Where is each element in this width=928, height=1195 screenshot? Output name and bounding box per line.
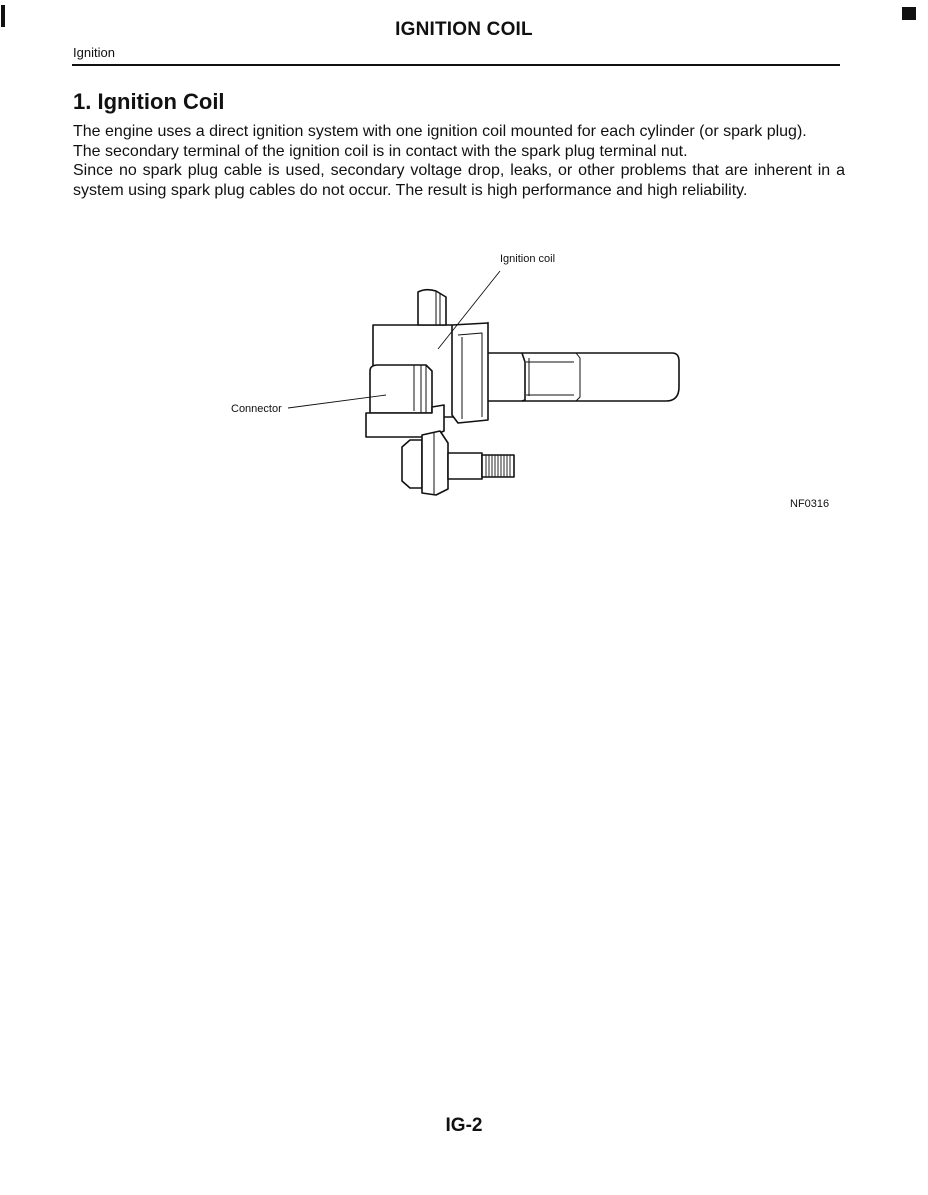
ignition-coil-drawing bbox=[366, 290, 679, 495]
ignition-coil-label: Ignition coil bbox=[500, 253, 556, 265]
body-text bbox=[73, 122, 845, 200]
header-rule bbox=[72, 64, 840, 66]
section-label: Ignition bbox=[73, 45, 115, 60]
connector-label: Connector bbox=[231, 403, 282, 415]
ignition-coil-figure bbox=[200, 245, 860, 515]
paragraph-1: The engine uses a direct ignition system with one ignition coil mounted for each cylinder (or spark plug). bbox=[73, 123, 807, 140]
section-heading: 1. Ignition Coil bbox=[73, 89, 225, 114]
paragraph-2: The secondary terminal of the ignition coil is in contact with the spark plug terminal nut. bbox=[73, 142, 688, 160]
page-title: IGNITION COIL bbox=[395, 19, 533, 40]
figure-code: NF0316 bbox=[790, 498, 830, 510]
paragraph-3: Since no spark plug cable is used, secondary voltage drop, leaks, or other problems that are inherent in a system using spark plug cables do not occur. The result is high performance and high reliability. bbox=[73, 162, 845, 199]
page-number: IG-2 bbox=[445, 1115, 483, 1136]
